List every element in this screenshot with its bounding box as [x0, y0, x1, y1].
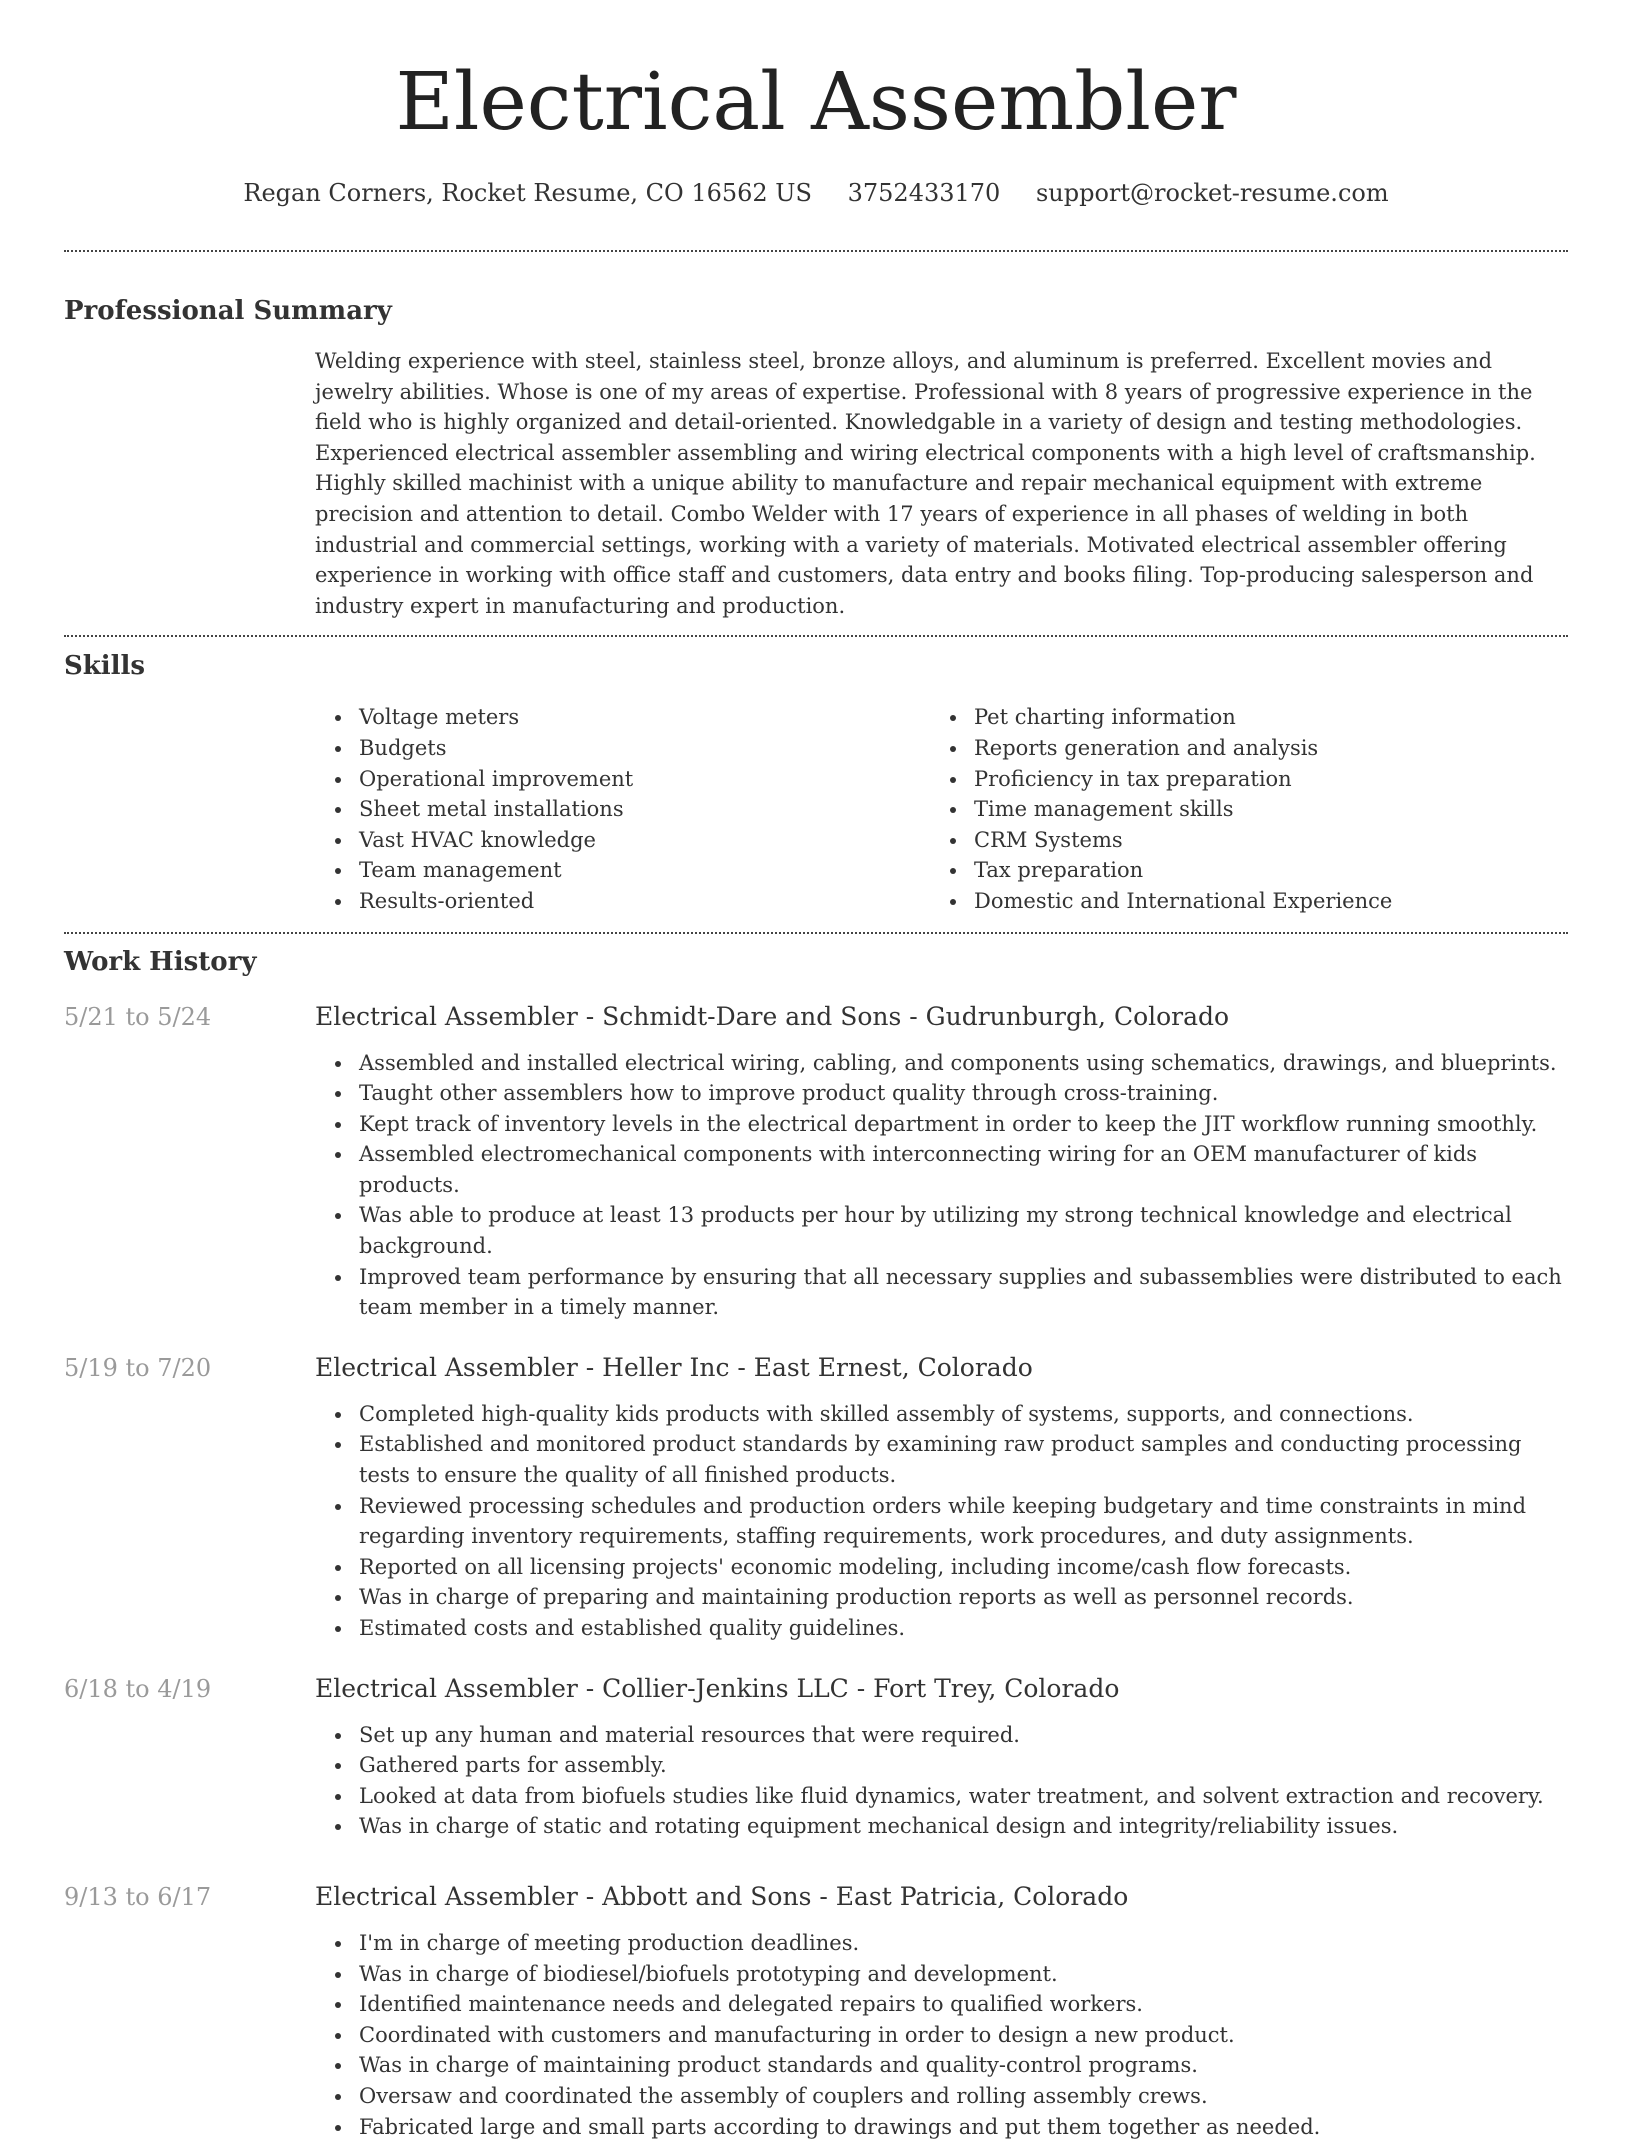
job-bullet: Estimated costs and established quality guidelines. — [359, 1613, 1568, 1644]
job-bullet: Fabricated large and small parts according to drawings and put them together as needed. — [359, 2112, 1568, 2142]
job-bullet: Completed high-quality kids products with skilled assembly of systems, supports, and connections. — [359, 1399, 1568, 1430]
skill-item: Voltage meters — [359, 702, 930, 733]
skill-item: Proficiency in tax preparation — [974, 764, 1545, 795]
job-bullet: Reviewed processing schedules and production orders while keeping budgetary and time constraints in mind regarding inventory requirements, staffing requirements, work procedures, and duty assignments. — [359, 1491, 1568, 1552]
skill-item: Time management skills — [974, 794, 1545, 825]
skills-list-right — [930, 702, 1545, 916]
job-bullets — [315, 1399, 1568, 1644]
job-bullet: Gathered parts for assembly. — [359, 1750, 1568, 1781]
skill-item: Pet charting information — [974, 702, 1545, 733]
job-dates: 5/21 to 5/24 — [64, 1000, 211, 1034]
job-title: Electrical Assembler - Abbott and Sons - East Patricia, Colorado — [315, 1880, 1568, 1914]
summary-title: Professional Summary — [64, 293, 1568, 329]
job-bullet: Was in charge of static and rotating equipment mechanical design and integrity/reliability issues. — [359, 1811, 1568, 1842]
job-bullet: Taught other assemblers how to improve product quality through cross-training. — [359, 1078, 1568, 1109]
job-bullet: Assembled and installed electrical wiring, cabling, and components using schematics, drawings, and blueprints. — [359, 1048, 1568, 1079]
skill-item: Reports generation and analysis — [974, 733, 1545, 764]
job-bullet: Coordinated with customers and manufacturing in order to design a new product. — [359, 2020, 1568, 2051]
contact-phone: 3752433170 — [848, 179, 1001, 207]
job-entry — [64, 1672, 1568, 1842]
resume-name: Electrical Assembler — [64, 0, 1568, 156]
skill-item: Results-oriented — [359, 886, 930, 917]
summary-section — [64, 293, 1568, 621]
job-list — [64, 1000, 1568, 2142]
job-bullet: Was able to produce at least 13 products per hour by utilizing my strong technical knowledge and electrical background. — [359, 1200, 1568, 1261]
divider — [64, 250, 1568, 252]
job-title: Electrical Assembler - Collier-Jenkins LLC - Fort Trey, Colorado — [315, 1672, 1568, 1706]
contact-email: support@rocket-resume.com — [1036, 179, 1389, 207]
summary-text: Welding experience with steel, stainless steel, bronze alloys, and aluminum is preferred. Excellent movies and jewelry abilities. Whose is one of my areas of expertise. Professional with 8 years of progressive experience in the field who is highly organized and detail-oriented. Knowledgable in a variety of design and testing methodologies. Experienced electrical assembler assembling and wiring electrical components with a high level of craftsmanship. Highly skilled machinist with a unique ability to manufacture and repair mechanical equipment with extreme precision and attention to detail. Combo Welder with 17 years of experience in all phases of welding in both industrial and commercial settings, working with a variety of materials. Motivated electrical assembler offering experience in working with office staff and customers, data entry and books filing. Top-producing salesperson and industry expert in manufacturing and production. — [315, 346, 1568, 621]
job-entry — [64, 1880, 1568, 2142]
job-bullets — [315, 1928, 1568, 2142]
job-bullets — [315, 1048, 1568, 1323]
skill-item: Sheet metal installations — [359, 794, 930, 825]
skills-section — [64, 648, 1568, 916]
job-bullet: Was in charge of preparing and maintaining production reports as well as personnel records. — [359, 1582, 1568, 1613]
work-section — [64, 944, 1568, 2142]
skill-item: Budgets — [359, 733, 930, 764]
job-bullet: Was in charge of biodiesel/biofuels prototyping and development. — [359, 1959, 1568, 1990]
job-dates: 6/18 to 4/19 — [64, 1672, 211, 1706]
contact-line — [64, 176, 1568, 210]
job-entry — [64, 1351, 1568, 1644]
skills-title: Skills — [64, 648, 1568, 684]
skill-item: Domestic and International Experience — [974, 886, 1545, 917]
job-bullet: Assembled electromechanical components with interconnecting wiring for an OEM manufacturer of kids products. — [359, 1139, 1568, 1200]
job-bullet: Reported on all licensing projects' economic modeling, including income/cash flow forecasts. — [359, 1552, 1568, 1583]
work-title: Work History — [64, 944, 1568, 980]
job-dates: 9/13 to 6/17 — [64, 1880, 211, 1914]
skills-columns — [315, 702, 1568, 916]
divider — [64, 635, 1568, 637]
job-bullet: Was in charge of maintaining product standards and quality-control programs. — [359, 2050, 1568, 2081]
job-dates: 5/19 to 7/20 — [64, 1351, 211, 1385]
job-bullet: Looked at data from biofuels studies like fluid dynamics, water treatment, and solvent extraction and recovery. — [359, 1781, 1568, 1812]
skills-list-left — [315, 702, 930, 916]
job-bullet: Identified maintenance needs and delegated repairs to qualified workers. — [359, 1989, 1568, 2020]
resume-page — [64, 0, 1568, 2142]
skill-item: CRM Systems — [974, 825, 1545, 856]
job-title: Electrical Assembler - Schmidt-Dare and Sons - Gudrunburgh, Colorado — [315, 1000, 1568, 1034]
job-bullet: Improved team performance by ensuring that all necessary supplies and subassemblies were distributed to each team member in a timely manner. — [359, 1262, 1568, 1323]
skill-item: Team management — [359, 855, 930, 886]
divider — [64, 932, 1568, 934]
job-bullet: Oversaw and coordinated the assembly of couplers and rolling assembly crews. — [359, 2081, 1568, 2112]
contact-address: Regan Corners, Rocket Resume, CO 16562 US — [243, 179, 812, 207]
skill-item: Operational improvement — [359, 764, 930, 795]
job-bullet: Established and monitored product standards by examining raw product samples and conducting processing tests to ensure the quality of all finished products. — [359, 1429, 1568, 1490]
job-bullet: I'm in charge of meeting production deadlines. — [359, 1928, 1568, 1959]
skill-item: Tax preparation — [974, 855, 1545, 886]
skill-item: Vast HVAC knowledge — [359, 825, 930, 856]
job-title: Electrical Assembler - Heller Inc - East Ernest, Colorado — [315, 1351, 1568, 1385]
job-bullets — [315, 1720, 1568, 1842]
job-bullet: Kept track of inventory levels in the electrical department in order to keep the JIT workflow running smoothly. — [359, 1109, 1568, 1140]
job-bullet: Set up any human and material resources that were required. — [359, 1720, 1568, 1751]
job-entry — [64, 1000, 1568, 1323]
